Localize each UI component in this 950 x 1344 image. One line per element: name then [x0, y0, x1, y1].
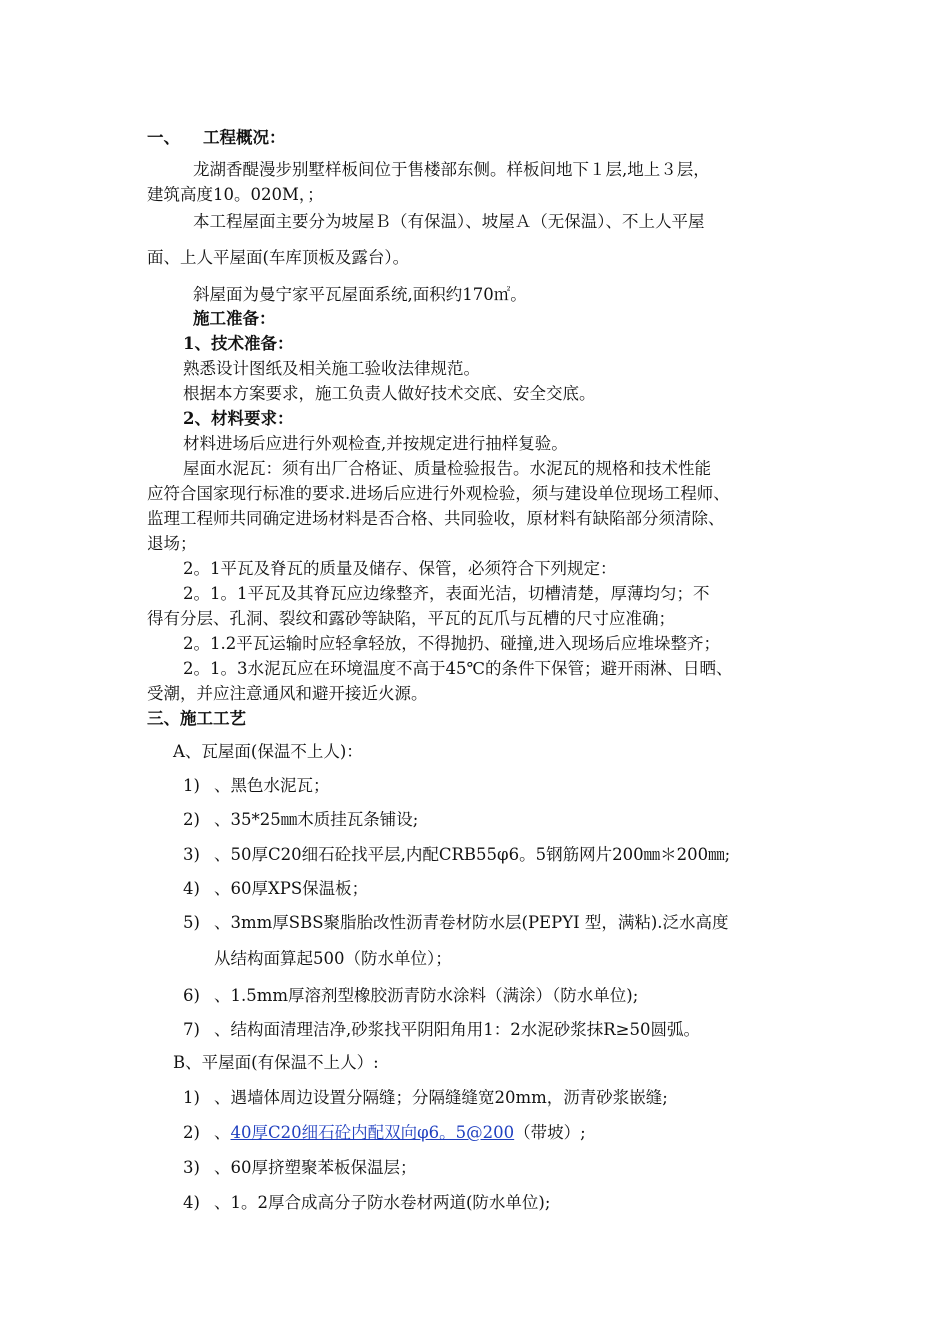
list-item-text: 、1。2厚合成高分子防水卷材两道(防水单位); — [214, 1193, 551, 1212]
hyperlink-spec[interactable]: 40厚C20细石砼内配双向φ6。5@200 — [230, 1123, 515, 1142]
list-item-number: 3) — [183, 1158, 200, 1177]
paragraph-line: 熟悉设计图纸及相关施工验收法律规范。 — [183, 359, 480, 378]
list-item-number: 1) — [183, 776, 200, 795]
section-3-title: 三、施工工艺 — [147, 709, 246, 728]
list-item-number: 5) — [183, 913, 200, 932]
paragraph-line: 屋面水泥瓦：须有出厂合格证、质量检验报告。水泥瓦的规格和技术性能 — [183, 459, 711, 478]
paragraph-line: 退场； — [147, 534, 197, 553]
list-item-text: 、结构面清理洁净,砂浆找平阴阳角用1：2水泥砂浆抹R≥50圆弧。 — [214, 1020, 700, 1039]
list-item-text — [214, 1122, 586, 1144]
list-item-text: 、35*25㎜木质挂瓦条铺设; — [214, 810, 419, 829]
section-1-title: 工程概况： — [203, 128, 286, 147]
paragraph-line: 面、上人平屋面(车库顶板及露台）。 — [147, 248, 410, 267]
list-item-prefix: 、 — [214, 1123, 231, 1142]
list-item-number: 2) — [183, 810, 200, 829]
list-item-suffix: （带坡）; — [514, 1123, 586, 1142]
paragraph-line: 2。1。1平瓦及其脊瓦应边缘整齐，表面光洁，切槽清楚，厚薄均匀；不 — [183, 584, 710, 603]
paragraph-line: 2。1.2平瓦运输时应轻拿轻放，不得抛扔、碰撞,进入现场后应堆垛整齐； — [183, 634, 720, 653]
section-1-number: 一、 — [147, 128, 180, 147]
paragraph-line: 本工程屋面主要分为坡屋Ｂ（有保温）、坡屋Ａ（无保温）、不上人平屋 — [193, 212, 705, 231]
paragraph-line: 斜屋面为曼宁家平瓦屋面系统,面积约170㎡。 — [193, 285, 527, 304]
paragraph-line: 监理工程师共同确定进场材料是否合格、共同验收，原材料有缺陷部分须清除、 — [147, 509, 725, 528]
subheading-tech-prep: 1、技术准备： — [183, 334, 294, 353]
list-item-number: 4) — [183, 879, 200, 898]
list-item-number: 2) — [183, 1123, 200, 1142]
paragraph-line: 受潮，并应注意通风和避开接近火源。 — [147, 684, 428, 703]
list-item-text: 、3mm厚SBS聚脂胎改性沥青卷材防水层(PEPYⅠ 型，满粘).泛水高度 — [214, 913, 729, 932]
paragraph-line: 根据本方案要求，施工负责人做好技术交底、安全交底。 — [183, 384, 596, 403]
list-item-number: 4) — [183, 1193, 200, 1212]
list-item-text: 、遇墙体周边设置分隔缝；分隔缝缝宽20mm，沥青砂浆嵌缝; — [214, 1088, 668, 1107]
list-item-number: 6) — [183, 986, 200, 1005]
list-item-text: 、60厚XPS保温板； — [214, 879, 369, 898]
paragraph-line: 建筑高度10。020M，； — [147, 185, 324, 204]
list-item-number: 3) — [183, 845, 200, 864]
paragraph-line: 材料进场后应进行外观检查,并按规定进行抽样复验。 — [183, 434, 568, 453]
list-item-text: 、黑色水泥瓦； — [214, 776, 330, 795]
paragraph-line: 应符合国家现行标准的要求.进场后应进行外观检验，须与建设单位现场工程师、 — [147, 484, 730, 503]
paragraph-line: 得有分层、孔洞、裂纹和露砂等缺陷，平瓦的瓦爪与瓦槽的尺寸应准确； — [147, 609, 675, 628]
paragraph-line: 2。1。3水泥瓦应在环境温度不高于45℃的条件下保管；避开雨淋、日晒、 — [183, 659, 733, 678]
subsection-b-title: B、平屋面(有保温不上人）: — [173, 1053, 379, 1072]
list-item-text: 、1.5mm厚溶剂型橡胶沥青防水涂料（满涂）（防水单位); — [214, 986, 639, 1005]
section-2-title: 施工准备： — [193, 309, 276, 328]
paragraph-line: 龙湖香醍漫步别墅样板间位于售楼部东侧。样板间地下１层,地上３层， — [193, 160, 710, 179]
list-item-text: 、50厚C20细石砼找平层,内配CRB55φ6。5钢筋网片200㎜＊200㎜; — [214, 845, 731, 864]
list-item-number: 7) — [183, 1020, 200, 1039]
subsection-a-title: A、瓦屋面(保温不上人)： — [173, 742, 363, 761]
subheading-material: 2、材料要求： — [183, 409, 294, 428]
paragraph-line: 2。1平瓦及脊瓦的质量及储存、保管，必须符合下列规定： — [183, 559, 617, 578]
list-item-continuation: 从结构面算起500（防水单位）； — [214, 949, 452, 968]
list-item-number: 1) — [183, 1088, 200, 1107]
list-item-text: 、60厚挤塑聚苯板保温层； — [214, 1158, 417, 1177]
